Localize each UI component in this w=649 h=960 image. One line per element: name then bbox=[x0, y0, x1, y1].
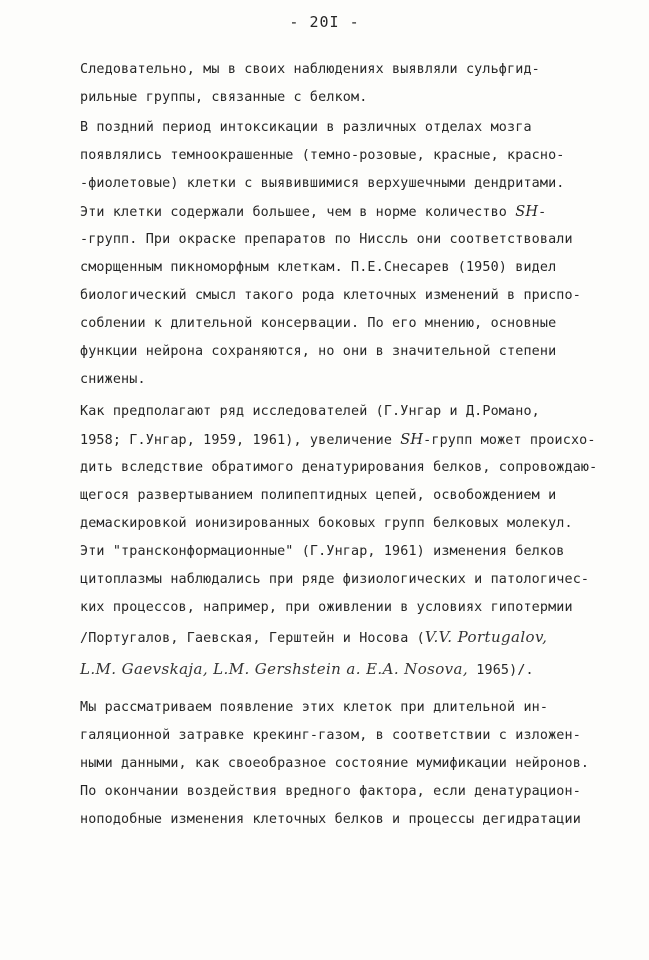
text-line: снижены. bbox=[80, 372, 146, 387]
text-segment: Эти клетки содержали большее, чем в норме количество bbox=[80, 205, 508, 220]
text-line: щегося развертыванием полипептидных цепей, освобождением и bbox=[80, 488, 557, 503]
text-segment: /Португалов, Гаевская, Герштейн и Носова ( bbox=[80, 631, 425, 646]
text-line: дить вследствие обратимого денатурирования белков, сопровождаю- bbox=[80, 460, 598, 475]
page-number: - 20I - bbox=[289, 13, 360, 31]
text-line bbox=[80, 204, 546, 220]
handwritten-annotation: L.M. Gaevskaja, L.M. Gershstein a. E.A. Nosova, bbox=[80, 660, 469, 678]
text-line: По окончании воздействия вредного фактора, если денатурацион- bbox=[80, 784, 581, 799]
handwritten-annotation: V.V. Portugalov, bbox=[424, 628, 548, 646]
text-line: В поздний период интоксикации в различных отделах мозга bbox=[80, 120, 532, 135]
text-line: Мы рассматриваем появление этих клеток при длительной ин- bbox=[80, 700, 549, 715]
text-segment: - bbox=[538, 205, 547, 220]
text-line: сморщенным пикноморфным клеткам. П.Е.Снесарев (1950) видел bbox=[80, 260, 557, 275]
text-line bbox=[80, 660, 534, 678]
text-line: -групп. При окраске препаратов по Ниссль они соответствовали bbox=[80, 232, 573, 247]
handwritten-sh: SH bbox=[400, 432, 424, 448]
text-line: функции нейрона сохраняются, но они в значительной степени bbox=[80, 344, 557, 359]
text-line bbox=[80, 432, 596, 448]
text-line: галяционной затравке крекинг-газом, в соответствии с изложен- bbox=[80, 728, 581, 743]
text-line: Следовательно, мы в своих наблюдениях выявляли сульфгид- bbox=[80, 62, 540, 77]
text-line: -фиолетовые) клетки с выявившимися верхушечными дендритами. bbox=[80, 176, 565, 191]
text-line: появлялись темноокрашенные (темно-розовые, красные, красно- bbox=[80, 148, 565, 163]
text-line: демаскировкой ионизированных боковых групп белковых молекул. bbox=[80, 516, 573, 531]
text-line: ких процессов, например, при оживлении в условиях гипотермии bbox=[80, 600, 573, 615]
text-line: Эти "трансконформационные" (Г.Унгар, 1961) изменения белков bbox=[80, 544, 565, 559]
text-segment: 1958; Г.Унгар, 1959, 1961), увеличение bbox=[80, 433, 401, 448]
text-line: цитоплазмы наблюдались при ряде физиологических и патологичес- bbox=[80, 572, 590, 587]
text-line: рильные группы, связанные с белком. bbox=[80, 90, 368, 105]
text-line: Как предполагают ряд исследователей (Г.Унгар и Д.Романо, bbox=[80, 404, 540, 419]
text-line: соблении к длительной консервации. По его мнению, основные bbox=[80, 316, 557, 331]
handwritten-sh: SH bbox=[515, 204, 539, 220]
text-line: ными данными, как своеобразное состояние мумификации нейронов. bbox=[80, 756, 590, 771]
text-line bbox=[80, 628, 547, 646]
text-line: ноподобные изменения клеточных белков и процессы дегидратации bbox=[80, 812, 581, 827]
text-segment: 1965)/. bbox=[476, 663, 534, 678]
text-segment: -групп может происхо- bbox=[423, 433, 596, 448]
text-line: биологический смысл такого рода клеточных изменений в приспо- bbox=[80, 288, 581, 303]
